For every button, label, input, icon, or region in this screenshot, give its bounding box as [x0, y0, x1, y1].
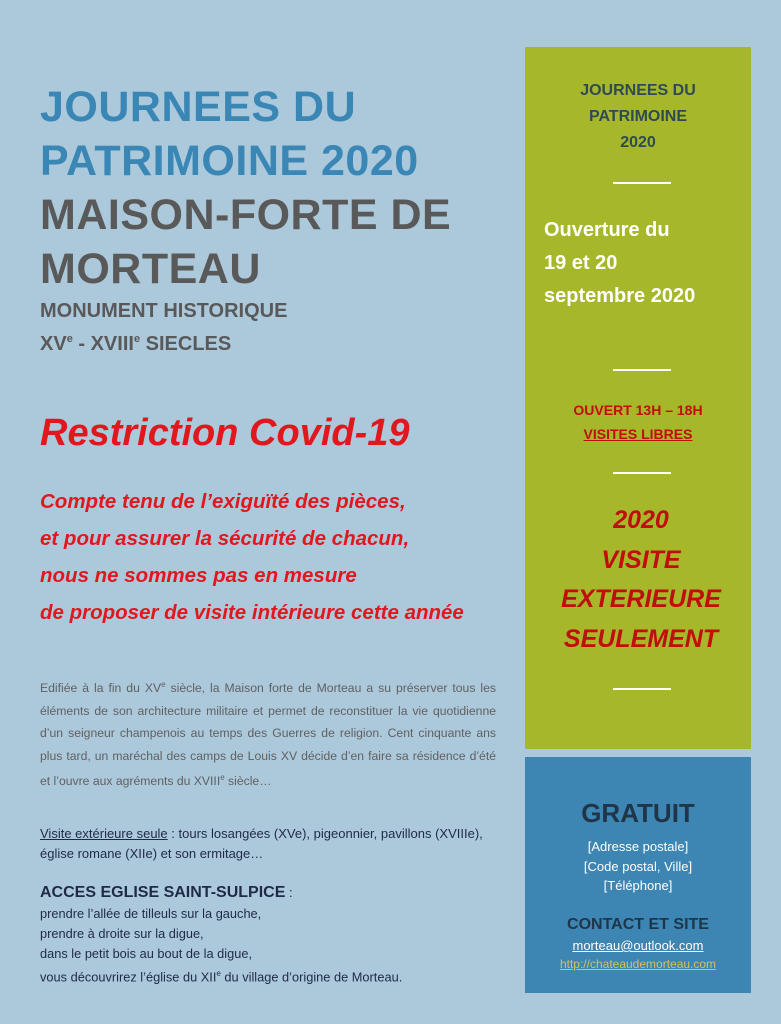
exterior-visit-comma: , [306, 826, 311, 841]
email-link[interactable]: morteau@outlook.com [572, 938, 704, 953]
history-sup-2: e [220, 773, 225, 783]
century-a-sup: e [66, 333, 73, 345]
website-link[interactable]: http://chateaudemorteau.com [559, 957, 717, 971]
divider [613, 182, 671, 184]
phone: [Téléphone] [603, 878, 673, 893]
access-line-4-sup: e [216, 969, 221, 978]
place-title-line-2: MORTEAU [40, 245, 261, 293]
divider [613, 472, 671, 474]
address-block [525, 837, 751, 896]
century-tail: SIECLES [140, 333, 232, 355]
covid-line: Compte tenu de l’exiguïté des pièces, [40, 490, 406, 513]
covid-line: et pour assurer la sécurité de chacun, [40, 527, 410, 550]
access-line-4b: du village d’origine de Morteau. [220, 969, 403, 985]
history-text-1: Edifiée à la fin du XV [40, 681, 162, 696]
contact-title: CONTACT ET SITE [567, 916, 709, 933]
covid-notice [40, 483, 464, 631]
access-directions [40, 882, 520, 987]
sidebar-title-line: PATRIMOINE [588, 108, 688, 125]
postal-code-city: [Code postal, Ville] [583, 858, 693, 874]
hours-text: OUVERT 13H – 18H [573, 402, 703, 418]
title-block [40, 80, 520, 357]
free-visits-text: VISITES LIBRES [583, 426, 693, 442]
access-line: prendre à droite sur la digue, [40, 926, 204, 941]
history-paragraph [40, 674, 496, 793]
access-line: prendre l’allée de tilleuls sur la gauche, [40, 906, 262, 921]
opening-line: septembre 2020 [544, 285, 696, 307]
exterior-visit-text-a: : tours losangées (XVe) [167, 826, 307, 841]
access-title-text: ACCES EGLISE SAINT-SULPICE [40, 884, 286, 901]
event-title-line-1: JOURNEES DU [40, 83, 357, 131]
monument-subtitle: MONUMENT HISTORIQUE [40, 300, 288, 322]
access-line-4a: vous découvrirez l’église du XII [40, 969, 217, 985]
covid-line: de proposer de visite intérieure cette année [40, 601, 464, 624]
exterior-visit-label: Visite extérieure seule [40, 826, 168, 841]
exterior-visit-text-b: pigeonnier, pavillons (XVIIIe), église romane (XIIe) et son ermitage… [40, 826, 483, 861]
opening-line: 19 et 20 [544, 252, 618, 274]
century-sep: - [72, 333, 91, 355]
sidebar-title-line: JOURNEES DU [580, 82, 696, 99]
covid-line: nous ne sommes pas en mesure [40, 564, 357, 587]
contact-box [525, 757, 751, 993]
access-title [40, 882, 520, 904]
century-a: XV [40, 333, 67, 355]
divider [613, 369, 671, 371]
opening-hours [525, 398, 751, 446]
history-text-3: siècle… [224, 774, 272, 789]
info-sidebar [525, 47, 751, 749]
visit-line: 2020 [613, 506, 669, 534]
visit-line: VISITE [601, 545, 681, 574]
event-title-line-2: PATRIMOINE 2020 [40, 137, 419, 185]
centuries-subtitle [40, 326, 520, 357]
postal-address: [Adresse postale] [587, 839, 689, 854]
exterior-only-notice [525, 501, 757, 659]
covid-title: Restriction Covid-19 [40, 412, 410, 454]
opening-dates [544, 214, 744, 313]
access-line: dans le petit bois au bout de la digue, [40, 946, 253, 961]
divider [613, 688, 671, 690]
sidebar-title-line: 2020 [620, 134, 656, 151]
history-sup-1: e [161, 680, 166, 689]
opening-line: Ouverture du [544, 219, 670, 241]
free-label: GRATUIT [581, 798, 695, 828]
exterior-visit-paragraph [40, 824, 510, 864]
sidebar-title [525, 78, 751, 156]
visit-line: SEULEMENT [563, 624, 719, 653]
century-b: XVIII [90, 333, 134, 355]
access-title-suffix: : [285, 885, 293, 900]
history-text-2: siècle, la Maison forte de Morteau a su préserver tous les éléments de son architecture militaire et permet de reconstituer la vie quotidienne d’un seigneur champenois au temps des Guerres de religion. Cent cinquante ans plus tard, un maréchal des camps de Louis XV décide d’en faire sa résidence d’été et l’ouvre aux agréments du XVIII [40, 681, 496, 789]
visit-line: EXTERIEURE [561, 585, 721, 613]
access-line [40, 964, 520, 987]
century-b-sup: e [133, 333, 141, 345]
place-title-line-1: MAISON-FORTE DE [40, 191, 452, 239]
